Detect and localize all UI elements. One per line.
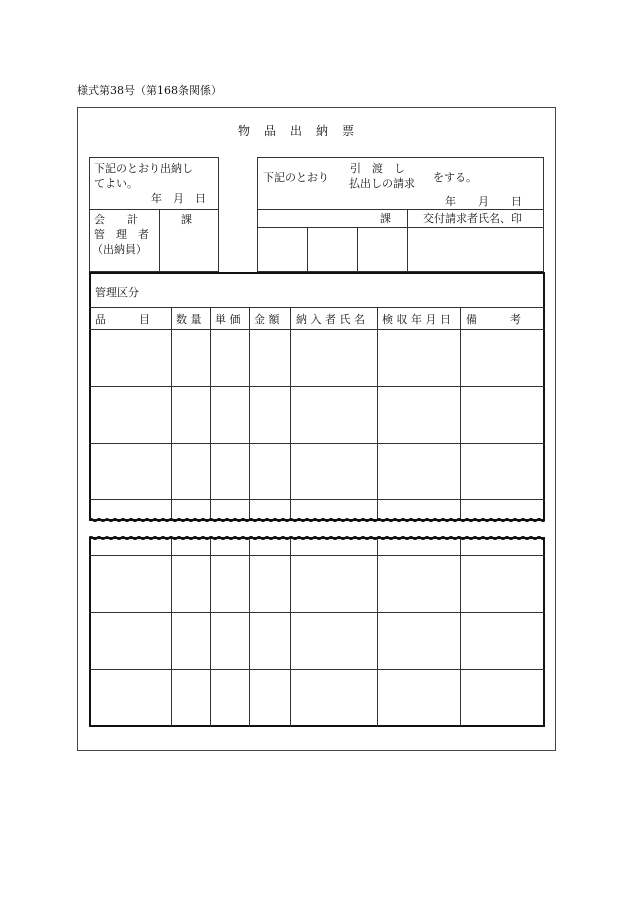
accountant-section-label: 課 bbox=[181, 213, 192, 226]
accountant-label-line1: 会 計 bbox=[94, 213, 138, 226]
request-option-hikiwatashi: 引 渡 し bbox=[350, 162, 405, 175]
column-header-inspection-date: 検 収 年 月 日 bbox=[382, 313, 451, 326]
column-header-quantity: 数 量 bbox=[176, 313, 202, 326]
items-table-lower bbox=[89, 537, 545, 727]
management-category-label: 管理区分 bbox=[95, 286, 139, 299]
approval-text-line2: てよい。 bbox=[94, 177, 138, 190]
request-date: 年 月 日 bbox=[445, 195, 522, 208]
items-table-upper bbox=[89, 272, 545, 521]
column-header-unit-price: 単 価 bbox=[215, 313, 241, 326]
request-option-haraidashi: 払出しの請求 bbox=[349, 177, 415, 190]
column-header-amount: 金 額 bbox=[254, 313, 280, 326]
column-header-item: 品 目 bbox=[95, 313, 150, 326]
column-header-remarks: 備 考 bbox=[466, 313, 521, 326]
request-prefix: 下記のとおり bbox=[263, 171, 329, 184]
column-header-supplier-name: 納 入 者 氏 名 bbox=[296, 313, 365, 326]
accountant-label-line3: （出納員） bbox=[92, 243, 147, 256]
tear-line-lower bbox=[89, 536, 545, 540]
approval-date: 年 月 日 bbox=[151, 192, 206, 205]
form-title: 物 品 出 納 票 bbox=[238, 124, 356, 138]
form-number: 様式第38号（第168条関係） bbox=[77, 84, 222, 97]
tear-line-upper bbox=[89, 518, 545, 522]
approval-text-line1: 下記のとおり出納し bbox=[94, 162, 193, 175]
request-suffix: をする。 bbox=[433, 171, 477, 184]
requester-name-label: 交付請求者氏名、印 bbox=[423, 212, 522, 225]
accountant-label-line2: 管 理 者 bbox=[94, 228, 149, 241]
request-section-label: 課 bbox=[380, 212, 391, 225]
